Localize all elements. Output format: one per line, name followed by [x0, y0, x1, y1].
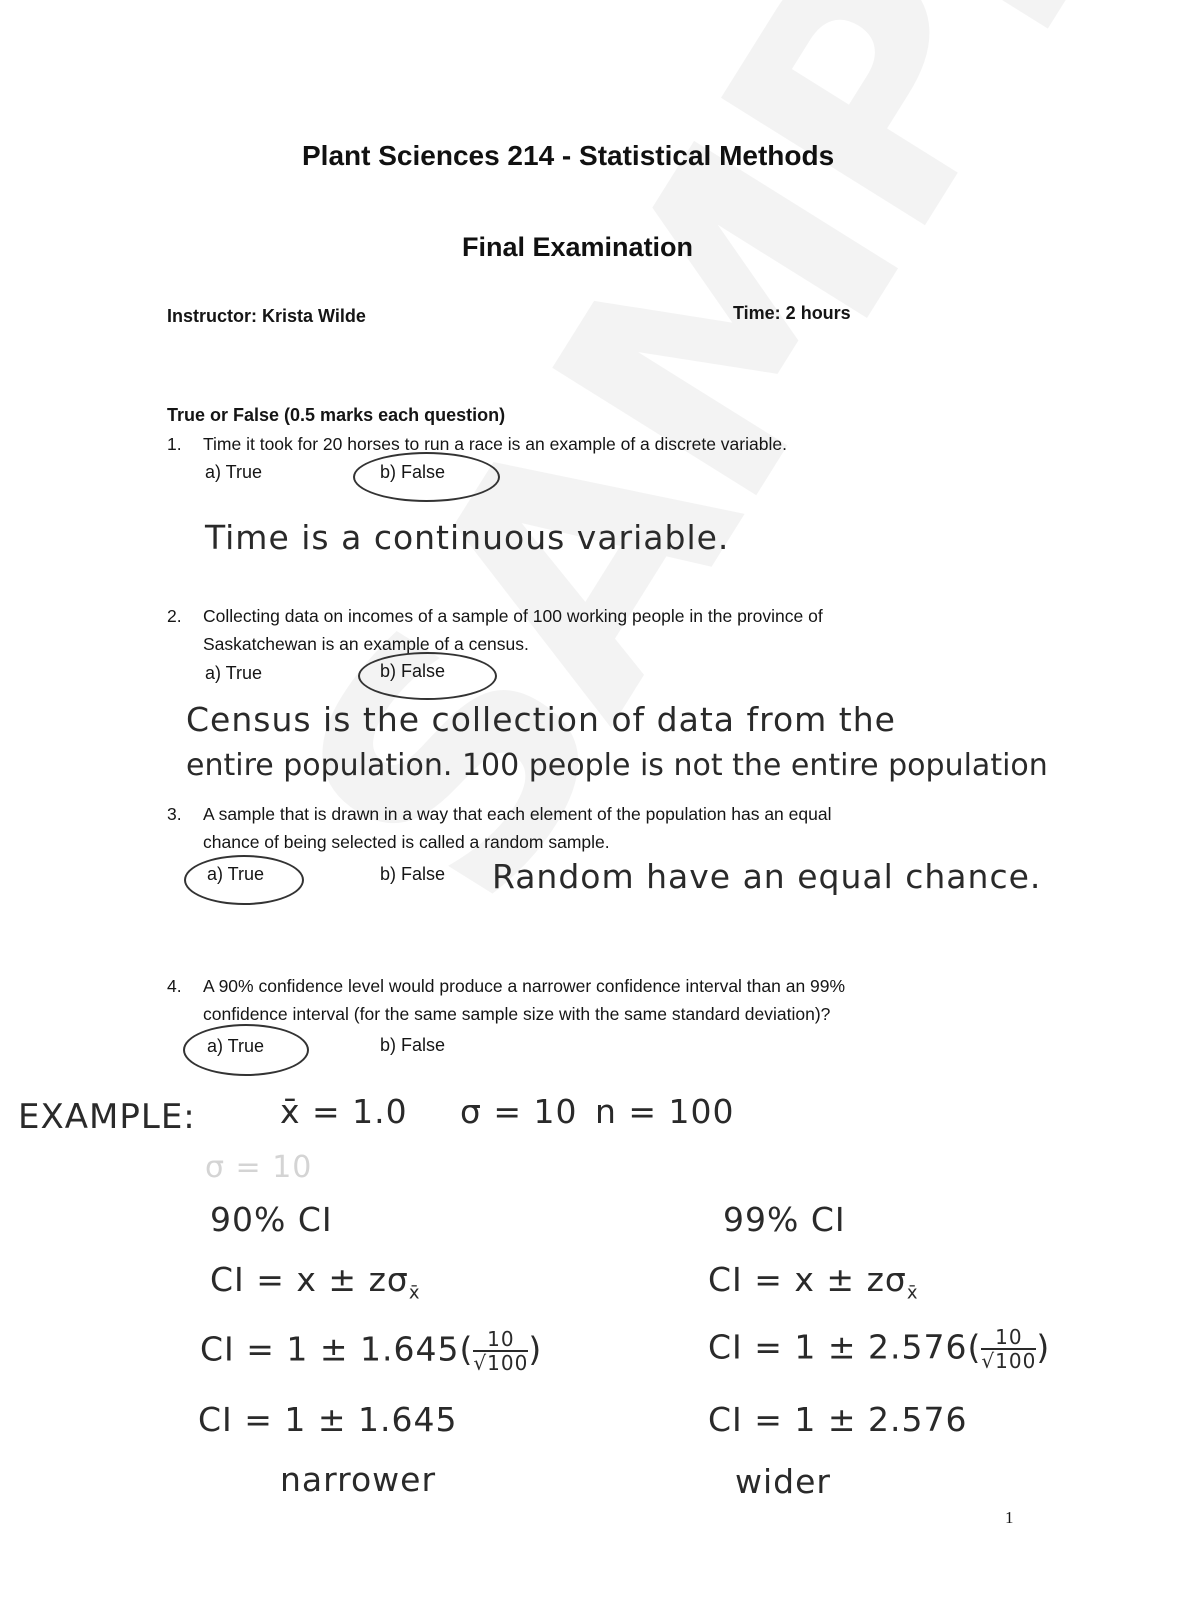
step-prefix: CI = 1 ± 1.645(	[200, 1329, 474, 1369]
question-text: Time it took for 20 horses to run a race is an example of a discrete variable.	[203, 434, 787, 454]
ci99-step2: CI = 1 ± 2.576	[708, 1400, 968, 1439]
example-label: EXAMPLE:	[18, 1097, 196, 1137]
page-number: 1	[1005, 1508, 1014, 1527]
q2-option-a: a) True	[205, 663, 263, 683]
q2-handwritten-answer-line1: Census is the collection of data from the	[186, 700, 896, 739]
question-3	[167, 800, 831, 856]
given-sigma: σ = 10	[460, 1092, 578, 1131]
fraction	[473, 1328, 528, 1374]
faded-sigma: σ = 10	[205, 1150, 313, 1185]
question-text: Saskatchewan is an example of a census.	[203, 634, 529, 654]
ci99-conclusion: wider	[735, 1462, 831, 1501]
formula-subscript: x̄	[408, 1282, 421, 1304]
q1-option-a: a) True	[205, 462, 263, 482]
q4-option-a: a) True	[207, 1036, 265, 1056]
q3-option-b: b) False	[380, 864, 446, 884]
question-number: 3.	[167, 804, 182, 824]
ci90-step2: CI = 1 ± 1.645	[198, 1400, 458, 1439]
question-text: Collecting data on incomes of a sample of 100 working people in the province of	[203, 606, 823, 626]
answer-circle	[184, 855, 304, 905]
question-text: confidence interval (for the same sample size with the same standard deviation)?	[203, 1004, 831, 1024]
question-text: chance of being selected is called a random sample.	[203, 832, 610, 852]
time-label: Time: 2 hours	[733, 303, 851, 323]
fraction-numerator: 10	[981, 1326, 1036, 1350]
ci90-formula	[210, 1260, 420, 1304]
q1-handwritten-answer: Time is a continuous variable.	[205, 518, 730, 557]
formula-text: CI = x ± zσ	[708, 1260, 907, 1299]
q3-handwritten-answer: Random have an equal chance.	[492, 857, 1042, 896]
fraction	[981, 1326, 1036, 1372]
question-number: 1.	[167, 434, 182, 454]
q3-option-a: a) True	[207, 864, 265, 884]
fraction-numerator: 10	[473, 1328, 528, 1352]
exam-subtitle: Final Examination	[462, 232, 694, 262]
exam-title: Plant Sciences 214 - Statistical Methods	[302, 140, 835, 171]
step-suffix: )	[528, 1329, 543, 1369]
formula-text: CI = x ± zσ	[210, 1260, 409, 1299]
formula-subscript: x̄	[906, 1282, 919, 1304]
question-number: 2.	[167, 606, 182, 626]
ci90-conclusion: narrower	[280, 1460, 437, 1499]
step-suffix: )	[1036, 1327, 1051, 1367]
fraction-denominator: √100	[473, 1351, 529, 1375]
q2-handwritten-answer-line2: entire population. 100 people is not the entire population	[186, 748, 1048, 783]
fraction-denominator: √100	[981, 1349, 1037, 1373]
section-heading: True or False (0.5 marks each question)	[167, 405, 506, 425]
q2-option-b: b) False	[380, 661, 446, 681]
q1-option-b: b) False	[380, 462, 446, 482]
ci99-heading: 99% CI	[723, 1200, 846, 1239]
ci90-heading: 90% CI	[210, 1200, 333, 1239]
q4-option-b: b) False	[380, 1035, 446, 1055]
ci99-step1	[708, 1326, 1050, 1372]
question-2	[167, 602, 823, 658]
given-mean: x̄ = 1.0	[280, 1092, 408, 1131]
step-prefix: CI = 1 ± 2.576(	[708, 1327, 982, 1367]
ci90-step1	[200, 1328, 542, 1374]
answer-circle	[358, 652, 497, 700]
given-n: n = 100	[595, 1092, 735, 1131]
instructor-label: Instructor: Krista Wilde	[167, 306, 366, 326]
question-1	[167, 430, 787, 458]
question-4	[167, 972, 845, 1028]
ci99-formula	[708, 1260, 918, 1304]
question-text: A 90% confidence level would produce a narrower confidence interval than an 99%	[203, 976, 846, 996]
question-number: 4.	[167, 976, 182, 996]
answer-circle	[353, 452, 500, 502]
answer-circle	[183, 1024, 309, 1076]
question-text: A sample that is drawn in a way that each element of the population has an equal	[203, 804, 832, 824]
